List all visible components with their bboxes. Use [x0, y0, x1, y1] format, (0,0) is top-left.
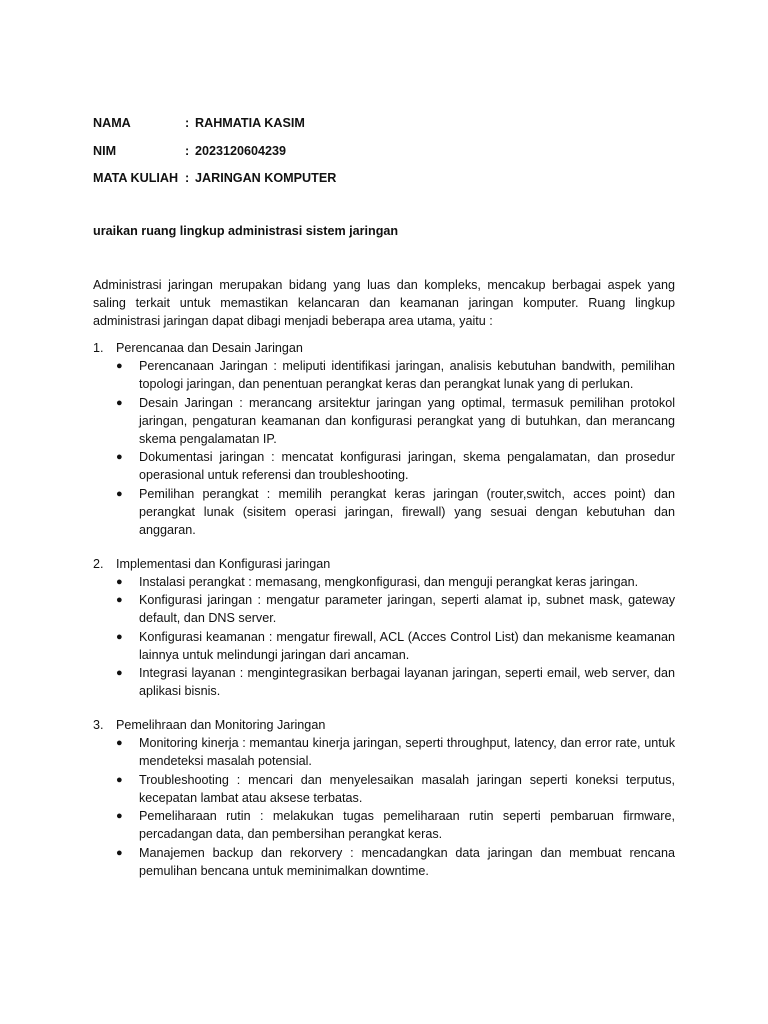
list-item-text: Pemilihan perangkat : memilih perangkat keras jaringan (router,switch, acces point) dan perangkat lunak (sisitem operasi jaringan, firewall) yang sesuai dengan kebutuhan dan anggaran. — [139, 486, 675, 537]
bullet-icon: ● — [116, 451, 123, 463]
list-item — [93, 771, 675, 807]
section-number: 3. — [93, 718, 104, 732]
list-item-text: Pemeliharaan rutin : melakukan tugas pemeliharaan rutin seperti pembaruan firmware, percadangan data, dan pembersihan perangkat keras. — [139, 809, 675, 841]
student-info — [93, 114, 653, 197]
bullet-icon: ● — [116, 487, 123, 500]
nim-label: NIM — [93, 143, 117, 158]
bullet-list — [93, 573, 675, 701]
list-item-text: Troubleshooting : mencari dan menyelesaikan masalah jaringan seperti koneksi terputus, kecepatan lambat atau aksese terbatas. — [139, 772, 675, 805]
section-title: Perencanaa dan Desain Jaringan — [116, 341, 303, 355]
list-item — [93, 573, 675, 591]
nim-row — [93, 142, 653, 170]
bullet-icon: ● — [116, 396, 123, 409]
list-item — [93, 628, 675, 664]
assignment-question: uraikan ruang lingkup administrasi sistem jaringan — [93, 224, 399, 238]
section-title: Pemelihraan dan Monitoring Jaringan — [116, 718, 326, 732]
bullet-icon: ● — [116, 594, 123, 606]
intro-paragraph: Administrasi jaringan merupakan bidang yang luas dan kompleks, mencakup berbagai aspek yang saling terkait untuk memastikan kelancaran dan keamanan jaringan komputer. Ruang lingkup administrasi jaringan dapat dibagi menjadi beberapa area utama, yaitu : — [93, 278, 675, 328]
section-title: Implementasi dan Konfigurasi jaringan — [116, 556, 331, 571]
list-item-text: Konfigurasi keamanan : mengatur firewall, ACL (Acces Control List) dan mekanisme keamanan lainnya untuk melindungi jaringan dari ancaman. — [139, 629, 675, 662]
bullet-icon: ● — [116, 737, 123, 749]
bullet-icon: ● — [116, 360, 123, 372]
bullet-icon: ● — [116, 846, 123, 859]
list-item — [93, 844, 675, 880]
bullet-icon: ● — [116, 575, 123, 588]
list-item-text: Monitoring kinerja : memantau kinerja jaringan, seperti throughput, latency, dan error rate, untuk mendeteksi masalah potensial. — [139, 736, 675, 768]
name-label: NAMA — [93, 116, 131, 130]
bullet-icon: ● — [116, 773, 123, 786]
list-item-text: Desain Jaringan : merancang arsitektur jaringan yang optimal, termasuk pemilihan protokol jaringan, pengaturan keamanan dan konfigurasi perangkat yang di butuhkan, dan merancang skema pengalamatan IP. — [139, 395, 675, 446]
name-row — [93, 114, 653, 142]
course-separator: : — [185, 171, 190, 185]
list-item-text: Perencanaan Jaringan : meliputi identifikasi jaringan, analisis kebutuhan bandwith, pemilihan topologi jaringan, dan penentuan perangkat keras dan perangkat lunak yang di perlukan. — [139, 359, 675, 391]
bullet-icon: ● — [116, 667, 123, 679]
list-item-text: Instalasi perangkat : memasang, mengkonfigurasi, dan menguji perangkat keras jaringan. — [139, 574, 639, 589]
list-item-text: Manajemen backup dan rekorvery : mencadangkan data jaringan dan membuat rencana pemulihan bencana untuk meminimalkan downtime. — [139, 845, 675, 878]
list-item — [93, 357, 675, 393]
list-item — [93, 591, 675, 627]
course-value: JARINGAN KOMPUTER — [195, 171, 337, 185]
list-item-text: Konfigurasi jaringan : mengatur parameter jaringan, seperti alamat ip, subnet mask, gateway default, dan DNS server. — [139, 593, 675, 625]
course-label: MATA KULIAH — [93, 171, 179, 185]
section-2 — [93, 555, 675, 701]
nim-separator: : — [185, 143, 190, 158]
list-item — [93, 734, 675, 770]
section-number: 1. — [93, 341, 104, 355]
document-body — [93, 276, 675, 896]
list-item — [93, 807, 675, 843]
name-value: RAHMATIA KASIM — [195, 116, 305, 130]
list-item-text: Integrasi layanan : mengintegrasikan berbagai layanan jaringan, seperti email, web server, dan aplikasi bisnis. — [139, 666, 675, 698]
bullet-list — [93, 357, 675, 539]
bullet-list — [93, 734, 675, 880]
section-1 — [93, 339, 675, 539]
name-separator: : — [185, 116, 190, 130]
list-item — [93, 664, 675, 700]
list-item-text: Dokumentasi jaringan : mencatat konfigurasi jaringan, skema pengalamatan, dan prosedur operasional untuk referensi dan troubleshooting. — [139, 450, 675, 482]
nim-value: 2023120604239 — [195, 143, 287, 158]
section-heading — [93, 716, 675, 734]
bullet-icon: ● — [116, 810, 123, 822]
section-number: 2. — [93, 556, 104, 571]
list-item — [93, 394, 675, 448]
section-heading — [93, 339, 675, 357]
list-item — [93, 485, 675, 539]
course-row — [93, 169, 653, 197]
section-heading — [93, 555, 675, 573]
section-3 — [93, 716, 675, 880]
bullet-icon: ● — [116, 630, 123, 643]
list-item — [93, 448, 675, 484]
